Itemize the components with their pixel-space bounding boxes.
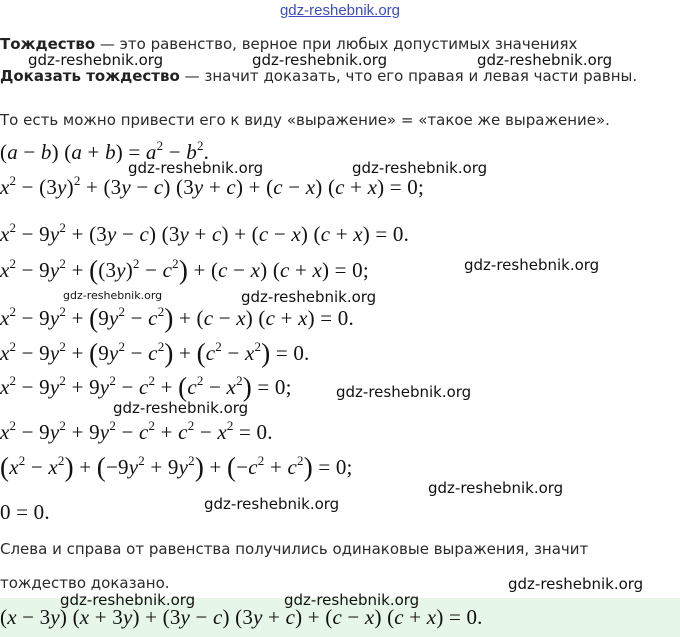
watermark: gdz-reshebnik.org: [428, 479, 564, 497]
watermark: gdz-reshebnik.org: [477, 51, 613, 69]
watermark: gdz-reshebnik.org: [508, 575, 644, 593]
equation-step-4: $x^2 - 9y^2 + (9y^2 - c^2) + (c - x) (c + x) = 0$.: [0, 303, 354, 333]
formula-difference-of-squares: (a − b) $(a + b) = a^2 - b^2$.: [0, 138, 210, 164]
watermark: gdz-reshebnik.org: [352, 159, 488, 177]
conclusion-text-end: тождество доказано.: [0, 574, 170, 592]
answer-equation: (x − 3y) (x + 3y) + (3y − c) (3y + c) + (c − x) (c + x) = 0.: [0, 605, 483, 629]
site-header-link[interactable]: gdz-reshebnik.org: [279, 2, 401, 19]
prove-description: — значит доказать, что его правая и левая части равны.: [179, 67, 638, 85]
watermark: gdz-reshebnik.org: [252, 51, 388, 69]
intro-text: То есть можно привести его к виду «выражение» = «такое же выражение».: [0, 111, 610, 129]
watermark: gdz-reshebnik.org: [464, 256, 600, 274]
definition-prove: [0, 67, 637, 85]
watermark: gdz-reshebnik.org: [204, 495, 340, 513]
watermark: gdz-reshebnik.org: [128, 159, 264, 177]
equation-step-8: $(x^2 - x^2) + (-9y^2 + 9y^2) + (-c^2 + c^2) = 0$;: [0, 452, 353, 482]
equation-result: 0 = 0.: [0, 500, 50, 524]
watermark: gdz-reshebnik.org: [63, 289, 163, 302]
conclusion-text: Слева и справа от равенства получились одинаковые выражения, значит: [0, 540, 589, 558]
equation-step-2: $x^2 - 9y^2 + (3y - c) (3y + c) + (c - x) (c + x) = 0$.: [0, 220, 410, 246]
identity-term: Тождество: [0, 35, 96, 53]
equation-step-1: $x^2 - (3y)^2 + (3y - c) (3y + c) + (c - x) (c + x) = 0$;: [0, 173, 425, 199]
watermark: gdz-reshebnik.org: [60, 591, 196, 609]
equation-step-7: $x^2 - 9y^2 + 9y^2 - c^2 + c^2 - x^2 = 0$.: [0, 418, 273, 444]
equation-step-6: $x^2 - 9y^2 + 9y^2 - c^2 + (c^2 - x^2) = 0$;: [0, 372, 292, 402]
equation-step-5: $x^2 - 9y^2 + (9y^2 - c^2) + (c^2 - x^2) = 0$.: [0, 338, 310, 368]
identity-description: — это равенство, верное при любых допустимых значениях: [95, 35, 578, 53]
watermark: gdz-reshebnik.org: [241, 288, 377, 306]
equation-step-3: $x^2 - 9y^2 + ((3y)^2 - c^2) + (c - x) (c + x) = 0$;: [0, 255, 369, 285]
prove-term: Доказать тождество: [0, 67, 180, 85]
watermark: gdz-reshebnik.org: [336, 383, 472, 401]
watermark: gdz-reshebnik.org: [113, 399, 249, 417]
watermark: gdz-reshebnik.org: [284, 591, 420, 609]
watermark: gdz-reshebnik.org: [28, 51, 164, 69]
